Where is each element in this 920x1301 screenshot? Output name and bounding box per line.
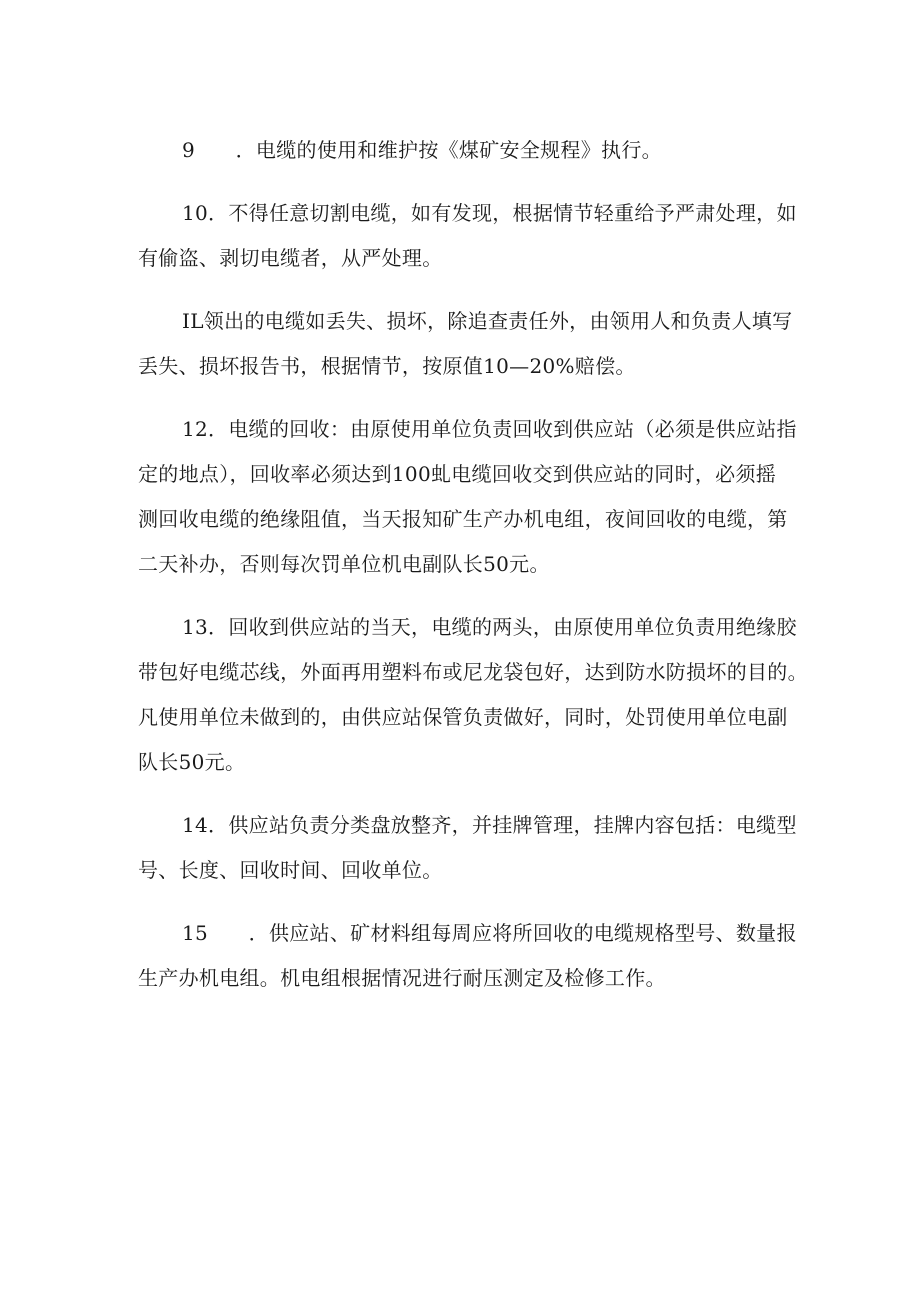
paragraph-10: [138, 191, 798, 281]
paragraph-line: 队长50元。: [138, 750, 246, 774]
paragraph-12: [138, 407, 798, 587]
paragraph-line: 二天补办，否则每次罚单位机电副队长50元。: [138, 552, 550, 576]
paragraph-15: [138, 911, 798, 1001]
paragraph-13: [138, 605, 808, 785]
paragraph-line: 丢失、损坏报告书，根据情节，按原值10—20%赔偿。: [138, 354, 636, 378]
paragraph-line: 号、长度、回收时间、回收单位。: [138, 858, 443, 882]
paragraph-line: 有偷盗、剥切电缆者，从严处理。: [138, 246, 443, 270]
paragraph-line: 15 ．供应站、矿材料组每周应将所回收的电缆规格型号、数量报: [182, 921, 797, 945]
paragraph-line: 13．回收到供应站的当天，电缆的两头，由原使用单位负责用绝缘胶: [182, 615, 797, 639]
paragraph-line: 14．供应站负责分类盘放整齐，并挂牌管理，挂牌内容包括：电缆型: [182, 813, 797, 837]
document-body: [138, 128, 808, 1019]
paragraph-line: 生产办机电组。机电组根据情况进行耐压测定及检修工作。: [138, 966, 666, 990]
paragraph-line: 9 ．电缆的使用和维护按《煤矿安全规程》执行。: [182, 138, 662, 162]
paragraph-line: IL领出的电缆如丢失、损坏，除追查责任外，由领用人和负责人填写: [182, 309, 793, 333]
paragraph-11: [138, 299, 798, 389]
paragraph-line: 定的地点），回收率必须达到100虬电缆回收交到供应站的同时，必须摇: [138, 462, 777, 486]
paragraph-line: 12．电缆的回收：由原使用单位负责回收到供应站（必须是供应站指: [182, 417, 797, 441]
paragraph-14: [138, 803, 798, 893]
paragraph-9: [138, 128, 798, 173]
paragraph-line: 带包好电缆芯线，外面再用塑料布或尼龙袋包好，达到防水防损坏的目的。: [138, 660, 808, 684]
paragraph-line: 凡使用单位未做到的，由供应站保管负责做好，同时，处罚使用单位电副: [138, 705, 788, 729]
paragraph-line: 测回收电缆的绝缘阻值，当天报知矿生产办机电组，夜间回收的电缆，第: [138, 507, 788, 531]
paragraph-line: 10．不得任意切割电缆，如有发现，根据情节轻重给予严肃处理，如: [182, 201, 797, 225]
